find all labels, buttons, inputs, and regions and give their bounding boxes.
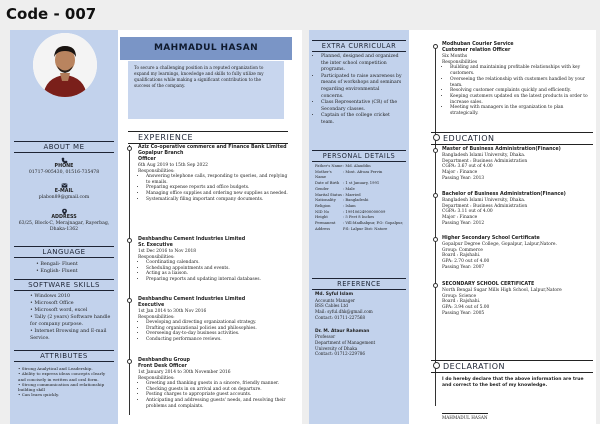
- timeline-dot: [433, 237, 438, 242]
- row-value: : Most. Afroza Pervin: [343, 169, 383, 174]
- resume-page-2: [309, 30, 596, 424]
- education-line: Board : Rajshahi.: [442, 253, 481, 259]
- list-item: • Captain of the college cricket team.: [321, 113, 403, 126]
- location-pin-icon: [61, 208, 68, 215]
- list-item: • Can learn quickly.: [18, 392, 114, 397]
- list-item: • Drafting organizational policies and philosophies.: [146, 326, 290, 332]
- job-entry: [138, 145, 290, 202]
- reference-line: Contact: 01712-229786: [315, 351, 366, 357]
- timeline-dot: [127, 146, 132, 151]
- education-line: Department : Business Administration: [442, 203, 528, 209]
- list-item: • Coordinating calendars.: [146, 260, 290, 266]
- education-line: North Bengal Sugar Mills High School, Lalpur,Natore: [442, 288, 562, 293]
- email-label: E-MAIL: [54, 189, 74, 194]
- list-item: • Class Representative (CR) of the Secondary classes.: [321, 100, 403, 113]
- job-duration: Six Months: [442, 54, 468, 59]
- attributes-list: [18, 366, 114, 398]
- list-item: • Developing and directing organizational strategy.: [146, 320, 290, 326]
- list-item: • Greeting and thanking guests in a sincere, friendly manner.: [146, 381, 290, 387]
- phone-label: PHONE: [54, 164, 74, 169]
- job-resp-label: Responsibilities: [442, 59, 478, 65]
- list-item: • Internet Browsing and E-mail Service.: [30, 328, 114, 342]
- list-item: • Anticipating and addressing guests' needs, and resolving their problems and complaints.: [146, 398, 290, 409]
- list-item: • Overseeing day-to-day business activities.: [146, 331, 290, 337]
- education-line: Major : Finance: [442, 215, 478, 221]
- timeline-dot: [433, 193, 438, 198]
- education-line: Passing Year: 2012: [442, 220, 485, 226]
- education-line: Group: Science: [442, 293, 477, 299]
- education-line: Group: Commerce: [442, 247, 483, 253]
- software-heading: SOFTWARE SKILLS: [14, 279, 114, 291]
- education-title: Master of Business Administration(Finance): [442, 147, 561, 152]
- list-item: • Strong Analytical and Leadership.: [18, 366, 114, 371]
- list-item: • Conducting performance reviews.: [146, 337, 290, 343]
- list-item: • Checking guests in on arrival and out on departure.: [146, 387, 290, 393]
- row-key: Gender: [315, 186, 329, 191]
- row-value: : Male: [343, 186, 355, 191]
- personal-details-table: [315, 164, 405, 232]
- job-company: Modhuban Courier Service: [442, 42, 514, 47]
- table-row: [315, 170, 405, 181]
- row-key: NID No: [315, 209, 330, 214]
- reference-line: Mail: syful.dhk@gmail.com: [315, 309, 373, 315]
- about-heading: ABOUT ME: [14, 141, 114, 153]
- name-banner: MAHMADUL HASAN: [120, 37, 292, 60]
- list-item: • Meeting with managers in the organization to plan strategically.: [450, 105, 592, 116]
- list-item: • Keeping customers updated on the latest products in order to increase sales.: [450, 94, 592, 105]
- list-item: • Resolving customer complaints quickly and efficiently.: [450, 88, 592, 94]
- education-line: Passing Year: 2005: [442, 310, 485, 316]
- job-role: Executive: [138, 303, 165, 308]
- resume-page-1: [10, 30, 302, 424]
- extra-curricular-list: [315, 54, 403, 127]
- list-item: • Microsoft Office: [30, 300, 114, 307]
- reference-line: Contact: 01711-227568: [315, 314, 366, 320]
- education-title: Higher Secondary School Certificate: [442, 236, 540, 241]
- profile-photo: [33, 33, 97, 97]
- timeline-line: [129, 145, 130, 415]
- left-sidebar: [309, 30, 409, 424]
- reference-line: BSS Cables Ltd: [315, 303, 348, 309]
- list-item: • Answering telephone calls, responding to queries, and replying to emails.: [146, 174, 290, 185]
- phone-icon: [61, 157, 68, 164]
- list-item: • Preparing reports and updating internal databases.: [146, 277, 290, 283]
- job-role: Sr. Executive: [138, 243, 173, 248]
- timeline-line: [435, 46, 436, 406]
- row-key: Father's Name: [315, 164, 343, 168]
- education-entry: [442, 192, 592, 227]
- list-item: • Microsoft word, excel: [30, 307, 114, 314]
- education-entry: [442, 147, 592, 182]
- education-heading: EDUCATION: [431, 132, 593, 145]
- job-entry: [138, 358, 290, 409]
- timeline-dot: [127, 238, 132, 243]
- personal-details-heading: PERSONAL DETAILS: [312, 150, 406, 162]
- list-item: • Windows 2010: [30, 293, 114, 300]
- education-line: GPA: 2.70 out of 4.00: [442, 259, 490, 265]
- list-item: • Bengali- Fluent: [36, 261, 116, 268]
- reference-line: Professor: [315, 334, 336, 340]
- education-line: Gopalpur Degree College, Gopalpur, Lalpur,Natore.: [442, 242, 557, 247]
- job-dates: 1st Dec 2016 to Nov 2018: [138, 249, 197, 254]
- list-item: • Posting charges to appropriate guest accounts.: [146, 392, 290, 398]
- education-title: SECONDARY SCHOOL CERTIFICATE: [442, 282, 535, 287]
- job-company: Deshbandhu Cement Industries Limited: [138, 237, 246, 242]
- reference-name: Md. Syful Islam: [315, 292, 354, 297]
- list-item: • Participated to raise awareness by means of workshops and seminars regarding environmental concerns.: [321, 74, 403, 100]
- language-heading: LANGUAGE: [14, 246, 114, 258]
- row-key: Height: [315, 215, 328, 220]
- job-role: Front Desk Officer: [138, 364, 187, 369]
- education-entry: [442, 236, 592, 271]
- list-item: • Systematically filing important company documents.: [146, 197, 290, 203]
- job-entry: [442, 42, 592, 117]
- list-item: • English- Fluent: [36, 268, 116, 275]
- education-line: Bangladesh Islami University, Dhaka.: [442, 153, 526, 158]
- list-item: • Preparing expense reports and office budgets.: [146, 185, 290, 191]
- address-label: ADDRESS: [51, 215, 77, 220]
- education-line: Board : Rajshahi.: [442, 299, 481, 305]
- row-value: : Bangladeshi: [343, 198, 369, 203]
- job-dates: 1st January 2014 to 30th November 2016: [138, 370, 231, 375]
- email-value[interactable]: plabon89@gmail.com: [38, 195, 90, 200]
- reference-line: Accounts Manager: [315, 297, 355, 303]
- job-resp-label: Responsibilities:: [138, 254, 175, 260]
- education-title: Bachelor of Business Administration(Finance): [442, 192, 566, 197]
- address-value: 63/25, Block-C, Merajnagar, Rayerbag, Dhaka-1362: [18, 221, 110, 232]
- attributes-heading: ATTRIBUTES: [14, 350, 114, 362]
- timeline-dot: [127, 359, 132, 364]
- job-dates: 1st Jan 2014 to 30th Nov 2016: [138, 309, 207, 314]
- row-key: Mother's Name: [315, 169, 332, 180]
- job-role: Customer relation Officer: [442, 48, 511, 53]
- education-line: CGPA: 3.11 out of 4.00: [442, 209, 493, 215]
- code-label: Code - 007: [6, 5, 97, 23]
- education-line: Department : Business Administration: [442, 158, 528, 164]
- phone-value: 01717-905430, 01516-735478: [28, 170, 100, 175]
- row-value: : 19910624900000009: [343, 209, 386, 214]
- row-key: Marital Status: [315, 192, 342, 197]
- row-key: Religion: [315, 203, 331, 208]
- job-entry: [138, 237, 290, 283]
- software-list: [30, 293, 114, 342]
- timeline-dot: [433, 148, 438, 153]
- list-item: • Building and maintaining profitable relationships with key customers.: [450, 65, 592, 76]
- declaration-heading: DECLARATION: [431, 360, 593, 373]
- list-item: • Acting as a liaison.: [146, 271, 290, 277]
- list-item: • Overseeing the relationship with customers handled by your team.: [450, 77, 592, 88]
- row-value: : Islam: [343, 203, 356, 208]
- declaration-text: I do hereby declare that the above information are true and correct to the best of my knowledge.: [442, 377, 584, 388]
- education-line: CGPA: 3.67 out of 4.00: [442, 164, 493, 170]
- reference-heading: REFERENCE: [312, 278, 406, 290]
- reference-line: University of Dhaka: [315, 345, 358, 351]
- timeline-dot: [433, 283, 438, 288]
- education-line: Major : Finance: [442, 170, 478, 176]
- job-company: Aziz Co-operative commerce and Finance Bank Limited Gopalpur Branch: [138, 145, 287, 156]
- list-item: • Managing office supplies and ordering new supplies as needed.: [146, 191, 290, 197]
- education-line: GPA: 3.94 out of 5.00: [442, 305, 490, 311]
- job-resp-label: Responsibilities:: [138, 168, 175, 174]
- job-entry: [138, 297, 290, 343]
- row-value: : Married: [343, 192, 361, 197]
- row-value: : 5 Feet 8 Inches: [343, 215, 375, 220]
- list-item: • Ability to express ideas concepts clearly and concisely in written and oral form.: [18, 371, 114, 382]
- timeline-dot: [127, 298, 132, 303]
- career-summary: To secure a challenging position in a reputed organization to expand my learnings, knowledge and skills to fully utilize my qualifications while making a significant contribution to the success of the company.: [128, 61, 284, 119]
- job-role: Officer: [138, 157, 156, 162]
- row-value: : 1 st January, 1991: [343, 181, 380, 186]
- education-line: Bangladesh Islami University, Dhaka.: [442, 198, 526, 203]
- email-icon: [61, 182, 68, 189]
- row-key: Date of Birth: [315, 181, 340, 186]
- left-sidebar: [10, 30, 118, 424]
- reference-name: Dr. M. Ataur Rahaman: [315, 328, 370, 334]
- education-line: Passing Year: 2013: [442, 175, 485, 181]
- timeline-dot: [433, 362, 440, 369]
- list-item: • Planned, designed and organized the inter school competition programs.: [321, 54, 403, 74]
- reference-line: Department of Management: [315, 339, 376, 345]
- timeline-dot: [433, 134, 440, 141]
- job-resp-label: Responsibilities:: [138, 314, 175, 320]
- row-value: : Md. Alauddin: [343, 164, 371, 168]
- experience-heading: EXPERIENCE: [128, 131, 288, 144]
- education-entry: [442, 282, 592, 317]
- job-resp-label: Responsibilities:: [138, 375, 175, 381]
- education-line: Passing Year: 2007: [442, 264, 485, 270]
- list-item: • Scheduling appointments and events.: [146, 266, 290, 272]
- extra-curricular-heading: EXTRA CURRICULAR: [312, 40, 406, 52]
- row-value: : Vill:Madhabpur, P.O: Gopalpur, P.S: Lalpur Dist: Natore: [343, 221, 404, 231]
- job-company: Deshbandhu Cement Industries Limited: [138, 297, 246, 302]
- row-key: Permanent Address: [315, 221, 336, 231]
- job-dates: 6th Aug 2019 to 15th Sep 2022: [138, 163, 208, 168]
- row-key: Nationality: [315, 198, 336, 203]
- timeline-dot: [433, 44, 438, 49]
- reference-list: [315, 292, 405, 357]
- list-item: • Strong communication and relationship building skill: [18, 382, 114, 393]
- list-item: • Tally (2 years) Software handle for company purpose.: [30, 314, 114, 328]
- job-company: Deshbandhu Group: [138, 358, 190, 363]
- language-list: [36, 261, 116, 275]
- signature-name: MAHMADUL HASAN: [442, 415, 488, 420]
- table-row: [315, 221, 405, 232]
